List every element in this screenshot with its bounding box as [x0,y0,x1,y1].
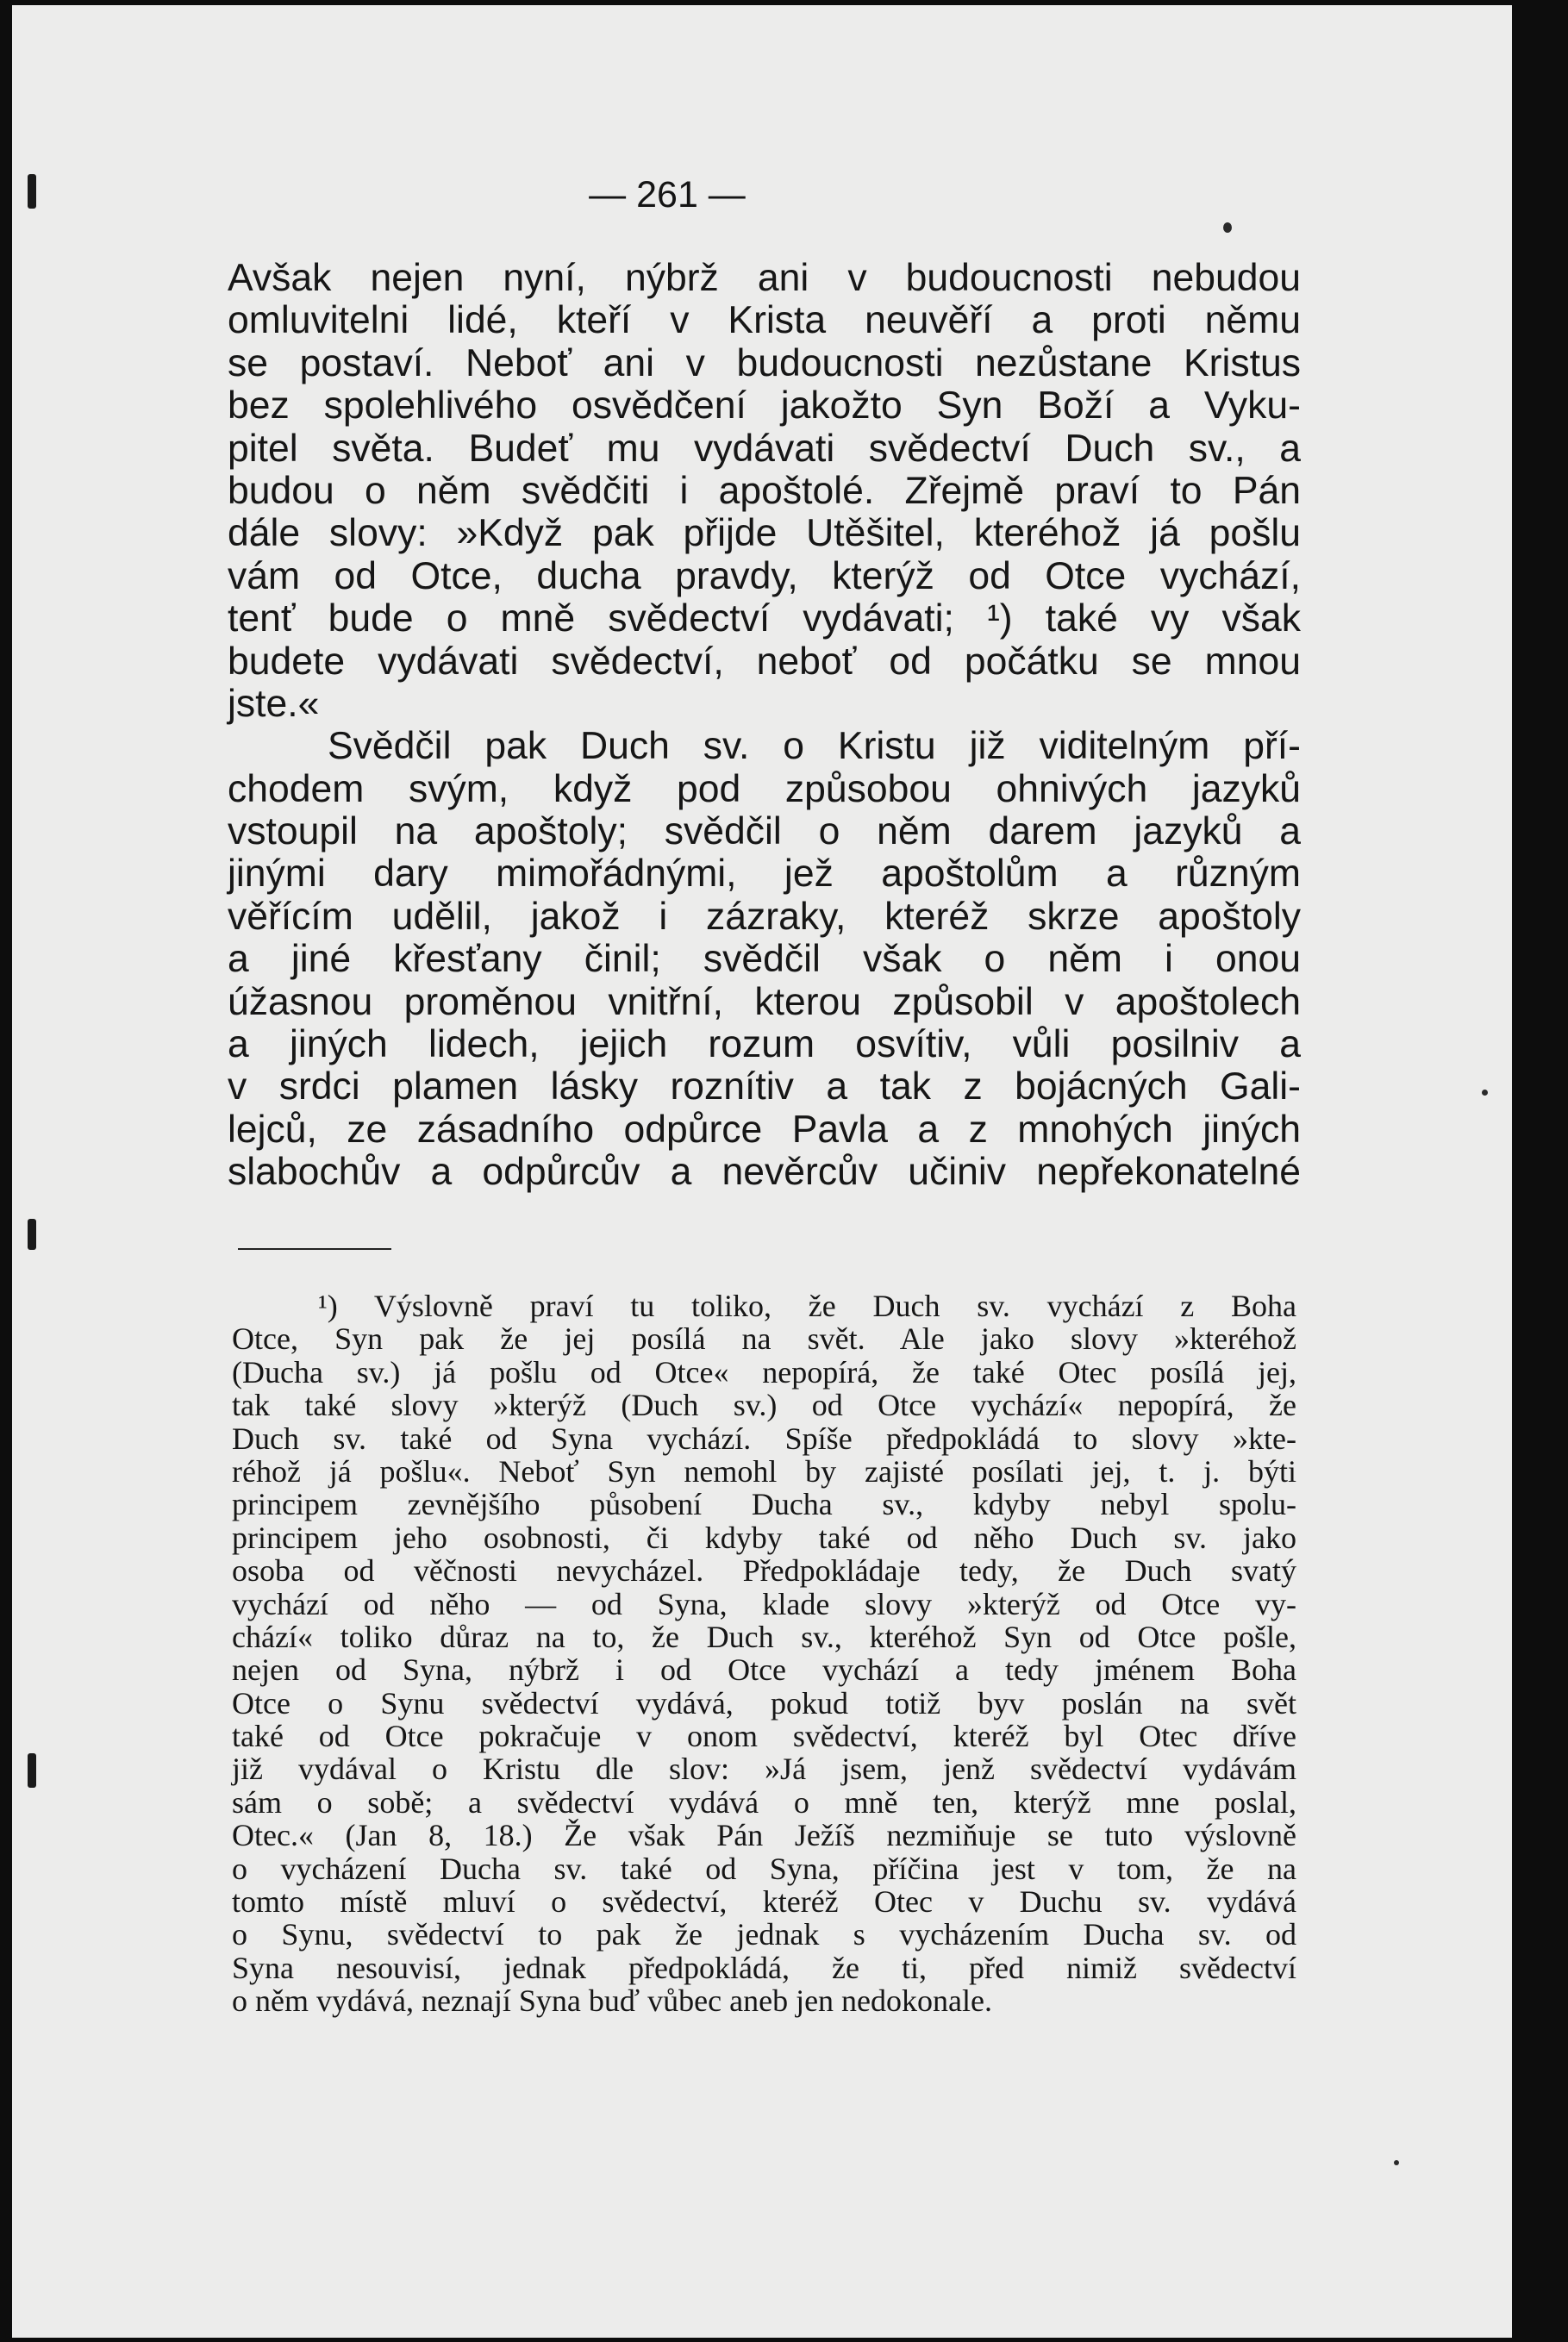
text-line: vstoupil na apoštoly; svědčil o něm darem jazyků a [228,810,1301,853]
footnote-divider [238,1248,391,1250]
binding-mark [28,1219,36,1250]
text-line: Svědčil pak Duch sv. o Kristu již viditelným pří- [328,725,1301,768]
text-line: lejců, ze zásadního odpůrce Pavla a z mnohých jiných [228,1108,1301,1151]
footnote-line: nejen od Syna, nýbrž i od Otce vychází a tedy jménem Boha [232,1652,1296,1688]
binding-mark [28,1753,36,1788]
footnote-line: tomto místě mluví o svědectví, kteréž Otec v Duchu sv. vydává [232,1884,1296,1920]
footnote-line: (Ducha sv.) já pošlu od Otce« nepopírá, že také Otec posílá jej, [232,1354,1296,1390]
page-number: — 261 — [589,174,746,215]
text-line: úžasnou proměnou vnitřní, kterou způsobil v apoštolech [228,980,1301,1023]
scanned-page [12,5,1512,2338]
speck [1394,2160,1399,2165]
footnote-line: Otce o Synu svědectví vydává, pokud totiž byv poslán na svět [232,1685,1296,1721]
speck [1223,222,1232,233]
text-line: dále slovy: »Když pak přijde Utěšitel, kteréhož já pošlu [228,512,1301,555]
footnote-line: principem zevnějšího působení Ducha sv., kdyby nebyl spolu- [232,1487,1296,1522]
text-line: a jiné křesťany činil; svědčil však o něm i onou [228,938,1301,981]
footnote-line: ¹) Výslovně praví tu toliko, že Duch sv. vychází z Boha [318,1289,1296,1323]
text-line: v srdci plamen lásky roznítiv a tak z bojácných Gali- [228,1065,1301,1109]
text-line: věřícím udělil, jakož i zázraky, kteréž skrze apoštoly [228,895,1301,938]
text-line: bez spolehlivého osvědčení jakožto Syn Boží a Vyku- [228,384,1301,428]
text-line: slabochův a odpůrcův a nevěrcův učiniv nepřekonatelné [228,1151,1301,1194]
footnote-line: o Synu, svědectví to pak že jednak s vycházením Ducha sv. od [232,1917,1296,1952]
text-line: tenť bude o mně svědectví vydávati; ¹) také vy však [228,597,1301,640]
main-text [228,257,1301,1194]
footnote-line: principem jeho osobnosti, či kdyby také od něho Duch sv. jako [232,1520,1296,1555]
text-line: budete vydávati svědectví, neboť od počátku se mnou [228,640,1301,683]
speck [1482,1090,1488,1096]
footnote-line: také od Otce pokračuje v onom svědectví, kteréž byl Otec dříve [232,1719,1296,1754]
footnote-line: Syna nesouvisí, jednak předpokládá, že ti, před nimiž svědectví [232,1950,1296,1985]
text-line: omluvitelni lidé, kteří v Krista neuvěří a proti němu [228,299,1301,342]
footnote-line: o vycházení Ducha sv. také od Syna, příčina jest v tom, že na [232,1851,1296,1886]
footnote-line: sám o sobě; a svědectví vydává o mně ten, kterýž mne poslal, [232,1784,1296,1820]
footnote-line: již vydával o Kristu dle slov: »Já jsem, jenž svědectví vydávám [232,1752,1296,1787]
text-line: chodem svým, když pod způsobou ohnivých jazyků [228,767,1301,810]
footnote-line: tak také slovy »kterýž (Duch sv.) od Otce vychází« nepopírá, že [232,1388,1296,1423]
footnote-line: o něm vydává, neznají Syna buď vůbec aneb jen nedokonale. [232,1983,992,2019]
text-line: vám od Otce, ducha pravdy, kterýž od Otce vychází, [228,554,1301,597]
footnote-line: vychází od něho — od Syna, klade slovy »kterýž od Otce vy- [232,1586,1296,1621]
footnote-line: Duch sv. také od Syna vychází. Spíše předpokládá to slovy »kte- [232,1421,1296,1456]
footnote-line: chází« toliko důraz na to, že Duch sv., kteréhož Syn od Otce pošle, [232,1619,1296,1654]
text-line: jinými dary mimořádnými, jež apoštolům a různým [228,852,1301,896]
footnote [232,1290,1296,2018]
text-line: Avšak nejen nyní, nýbrž ani v budoucnosti nebudou [228,257,1301,299]
text-line: a jiných lidech, jejich rozum osvítiv, vůli posilniv a [228,1023,1301,1066]
footnote-line: Otce, Syn pak že jej posílá na svět. Ale jako slovy »kteréhož [232,1321,1296,1357]
text-line: se postaví. Neboť ani v budoucnosti nezůstane Kristus [228,341,1301,384]
footnote-line: réhož já pošlu«. Neboť Syn nemohl by zajisté posílati jej, t. j. býti [232,1453,1296,1489]
footnote-line: Otec.« (Jan 8, 18.) Že však Pán Ježíš nezmiňuje se tuto výslovně [232,1818,1296,1853]
text-line: jste.« [228,682,320,725]
footnote-line: osoba od věčnosti nevycházel. Předpokládaje tedy, že Duch svatý [232,1553,1296,1589]
text-line: budou o něm svědčiti i apoštolé. Zřejmě praví to Pán [228,469,1301,512]
text-line: pitel světa. Budeť mu vydávati svědectví Duch sv., a [228,427,1301,470]
